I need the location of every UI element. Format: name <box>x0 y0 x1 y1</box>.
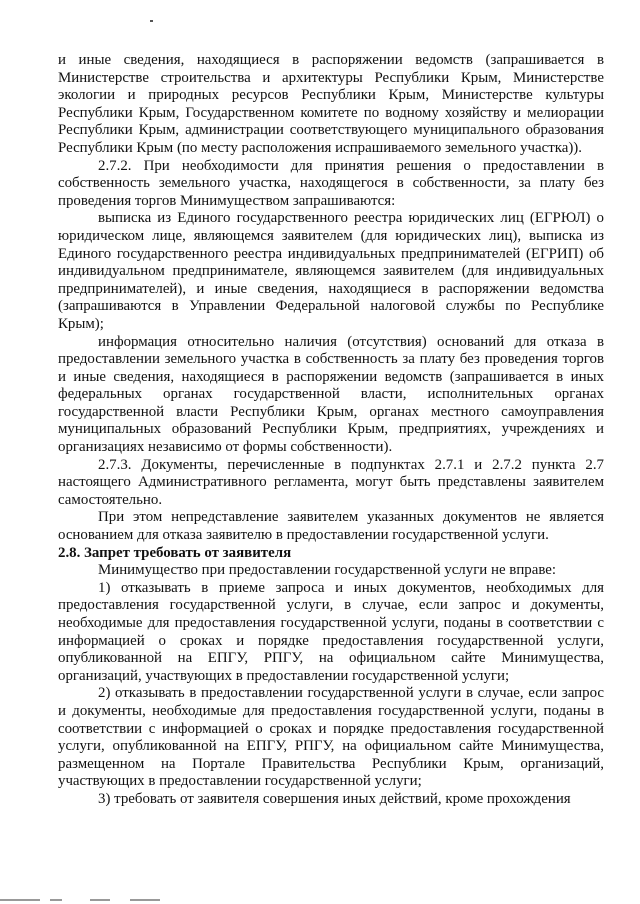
paragraph-egrul-extract: выписка из Единого государственного реестра юридических лиц (ЕГРЮЛ) о юридическом лице, являющемся заявителем (для юридических лиц), выписка из Единого государственного реестра индивидуальных предпринимателей (ЕГРИП) об индивидуальном предпринимателе, являющемся заявителем (для индивидуальных предпринимателей), и иные сведения, находящиеся в распоряжении ведомства (запрашиваются в Управлении Федеральной налоговой службы по Республике Крым); <box>58 210 604 332</box>
section-heading-2-8: 2.8. Запрет требовать от заявителя <box>58 544 292 561</box>
scan-footer-artifacts <box>0 896 640 904</box>
paragraph-non-submission: При этом непредставление заявителем указанных документов не является основанием для отказа заявителю в предоставлении государственной услуги. <box>58 509 604 544</box>
paragraph-refusal-grounds-info: информация относительно наличия (отсутствия) оснований для отказа в предоставлении земельного участка в собственность за плату без проведения торгов и иные сведения, находящиеся в распоряжении ведомств (запрашивается в иных федеральных органах государственной власти, исполнительных органах государственной власти Республики Крым, органах местного самоуправления муниципальных образований Республики Крым, предприятиях, учреждениях и организациях независимо от формы собственности). <box>58 333 604 456</box>
paragraph-item-2: 2) отказывать в предоставлении государственной услуги в случае, если запрос и документы, необходимые для предоставления государственной услуги, поданы в соответствии с информацией о сроках и порядке предоставления государственной услуги, опубликованной на ЕПГУ, РПГУ, на официальном сайте Минимущества, размещенном на Портале Правительства Республики Крым, организаций, участвующих в предоставлении государственной услуги; <box>58 685 604 790</box>
paragraph-item-3: 3) требовать от заявителя совершения иных действий, кроме прохождения <box>98 790 571 807</box>
document-body <box>58 52 604 809</box>
paragraph-2-7-2: 2.7.2. При необходимости для принятия решения о предоставлении в собственность земельного участка, находящегося в собственности, за плату без проведения торгов Минимуществом запрашиваются: <box>58 157 604 209</box>
paragraph-item-1: 1) отказывать в приеме запроса и иных документов, необходимых для предоставления государственной услуги, в случае, если запрос и документы, необходимые для предоставления государственной услуги, поданы в соответствии с информацией о сроках и порядке предоставления государственной услуги, опубликованной на ЕПГУ, РПГУ, на официальном сайте Минимущества, организаций, участвующих в предоставлении государственной услуги; <box>58 579 604 684</box>
paragraph-2-7-3: 2.7.3. Документы, перечисленные в подпунктах 2.7.1 и 2.7.2 пункта 2.7 настоящего Административного регламента, могут быть представлены заявителем самостоятельно. <box>58 456 604 508</box>
paragraph-continuation: и иные сведения, находящиеся в распоряжении ведомств (запрашивается в Министерстве строительства и архитектуры Республики Крым, Министерстве экологии и природных ресурсов Республики Крым, Министерстве культуры Республики Крым, Государственном комитете по водному хозяйству и мелиорации Республики Крым, администрации соответствующего муниципального образования Республики Крым (по месту расположения испрашиваемого земельного участка)). <box>58 52 604 156</box>
scan-speck <box>150 20 153 22</box>
paragraph-intro: Минимущество при предоставлении государственной услуги не вправе: <box>98 562 557 579</box>
